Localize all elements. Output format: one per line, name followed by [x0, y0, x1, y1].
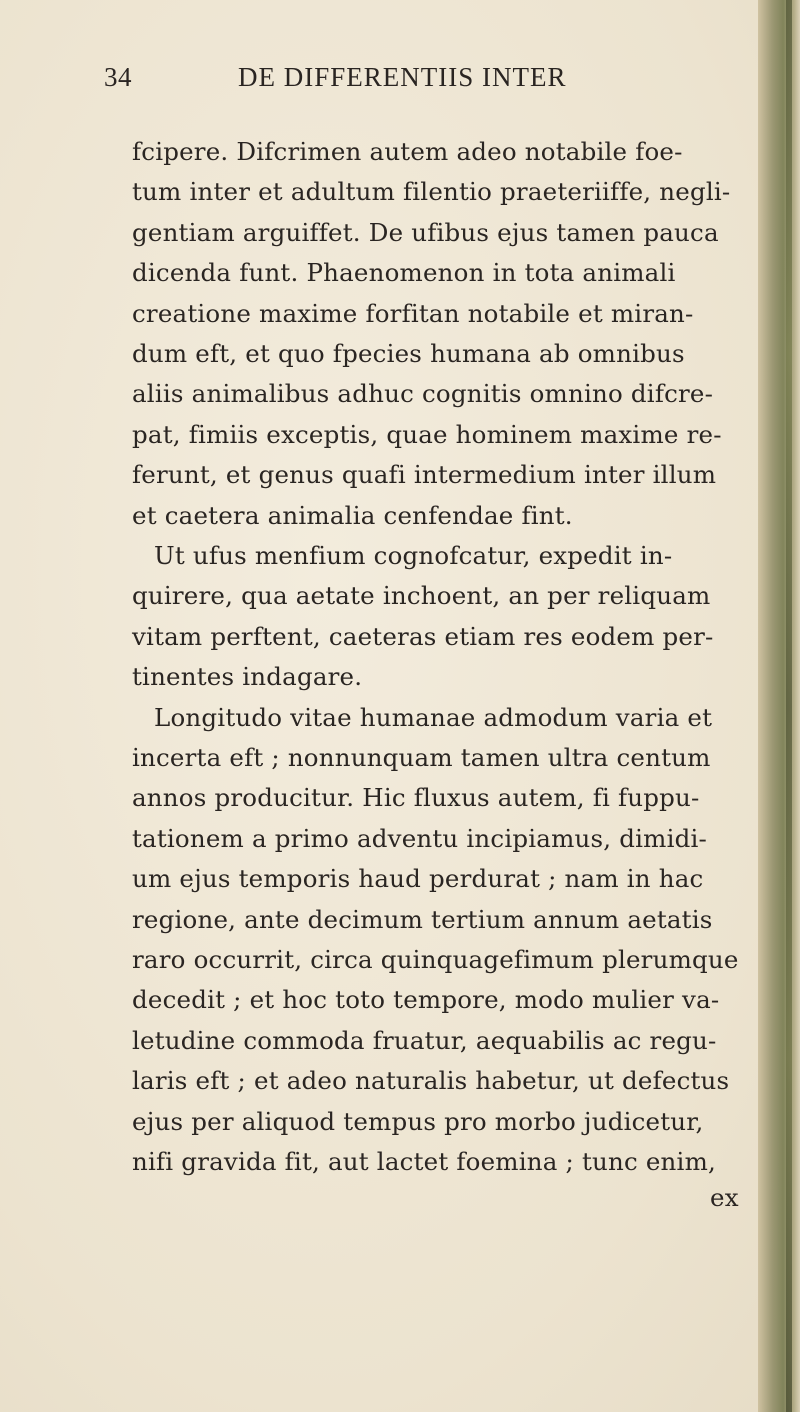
- page-header: [104, 62, 664, 102]
- page-number: 34: [104, 62, 132, 92]
- page-edge-shadow: [758, 0, 800, 1412]
- text-line: dum eft, et quo fpecies humana ab omnibus: [132, 339, 685, 368]
- text-line: letudine commoda fruatur, aequabilis ac regu-: [132, 1025, 717, 1055]
- text-line: fcipere. Difcrimen autem adeo notabile foe-: [132, 137, 683, 166]
- text-line: regione, ante decimum tertium annum aetatis: [132, 904, 713, 934]
- text-line: gentiam arguiffet. De ufibus ejus tamen pauca: [132, 217, 719, 247]
- text-line: tationem a primo adventu incipiamus, dimidi-: [132, 823, 708, 853]
- text-line: decedit ; et hoc toto tempore, modo mulier va-: [132, 985, 720, 1015]
- text-line: um ejus temporis haud perdurat ; nam in hac: [132, 864, 704, 894]
- text-line: annos producitur. Hic fluxus autem, fi fuppu-: [132, 783, 700, 813]
- text-line: quirere, qua aetate inchoent, an per reliquam: [132, 581, 711, 611]
- text-line: et caetera animalia cenfendae fint.: [132, 500, 573, 530]
- paragraph-start-line: Longitudo vitae humanae admodum varia et: [154, 702, 713, 732]
- text-line: ferunt, et genus quafi intermedium inter illum: [132, 460, 717, 490]
- text-line: tinentes indagare.: [132, 662, 363, 692]
- text-line: creatione maxime forfitan notabile et miran-: [132, 298, 694, 328]
- text-line: laris eft ; et adeo naturalis habetur, ut defectus: [132, 1066, 730, 1096]
- text-line: tum inter et adultum filentio praeteriiffe, negli-: [132, 177, 731, 207]
- running-head: DE DIFFERENTIIS INTER: [238, 62, 567, 92]
- text-line: pat, fimiis exceptis, quae hominem maxime re-: [132, 419, 722, 449]
- text-line: vitam perftent, caeteras etiam res eodem per-: [132, 621, 714, 651]
- text-line: dicenda funt. Phaenomenon in tota animali: [132, 258, 676, 288]
- text-line: ejus per aliquod tempus pro morbo judicetur,: [132, 1106, 704, 1136]
- text-line: nifi gravida fit, aut lactet foemina ; tunc enim,: [132, 1147, 716, 1176]
- text-line: aliis animalibus adhuc cognitis omnino difcre-: [132, 379, 714, 409]
- page-edge-binding: [786, 0, 792, 1412]
- paragraph-start-line: Ut ufus menfium cognofcatur, expedit in-: [154, 541, 673, 570]
- catchword: ex: [710, 1183, 739, 1212]
- text-line: incerta eft ; nonnunquam tamen ultra centum: [132, 743, 711, 772]
- text-line: raro occurrit, circa quinquagefimum plerumque: [132, 945, 739, 974]
